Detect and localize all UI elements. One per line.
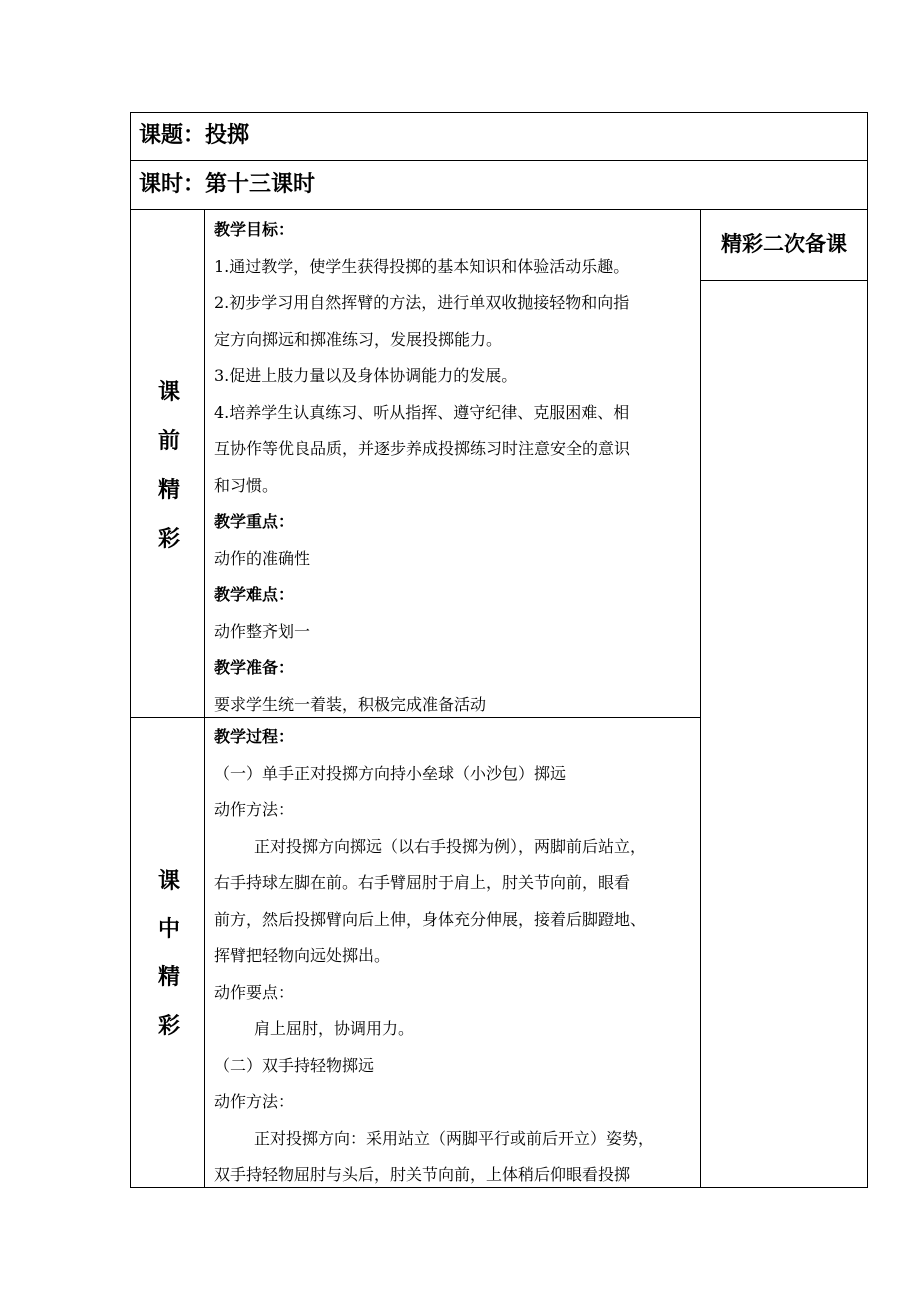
part1-method-line: 正对投掷方向掷远（以右手投掷为例），两脚前后站立， xyxy=(254,836,647,856)
objective-line: 互协作等优良品质，并逐步养成投掷练习时注意安全的意识 xyxy=(214,439,631,458)
topic-title: 课题：投掷 xyxy=(139,123,250,148)
lesson-title: 课时：第十三课时 xyxy=(139,172,316,197)
part2-title: （二）双手持轻物掷远 xyxy=(214,1055,375,1075)
key-text: 动作的准确性 xyxy=(214,548,311,568)
table-border-right xyxy=(867,112,868,1188)
table-border-left xyxy=(130,112,131,1188)
pre-class-label-3: 精 xyxy=(157,478,180,503)
difficulty-text: 动作整齐划一 xyxy=(214,621,311,641)
in-class-label-1: 课 xyxy=(157,869,180,894)
objective-line: 3.促进上肢力量以及身体协调能力的发展。 xyxy=(214,366,518,385)
prep-text: 要求学生统一着装，积极完成准备活动 xyxy=(214,694,487,714)
part2-method-line: 正对投掷方向：采用站立（两脚平行或前后开立）姿势， xyxy=(254,1128,655,1148)
difficulty-heading: 教学难点： xyxy=(214,585,295,604)
in-class-label-4: 彩 xyxy=(157,1014,180,1039)
part2-method-line: 双手持轻物屈肘与头后，肘关节向前，上体稍后仰眼看投掷 xyxy=(214,1165,631,1184)
label-column-divider xyxy=(204,209,205,1188)
objective-line: 定方向掷远和掷准练习，发展投掷能力。 xyxy=(214,329,503,349)
part1-title: （一）单手正对投掷方向持小垒球（小沙包）掷远 xyxy=(214,763,567,783)
pre-class-content xyxy=(214,212,694,723)
table-divider-1 xyxy=(130,160,868,161)
pre-class-label-2: 前 xyxy=(157,429,180,454)
in-class-content xyxy=(214,719,694,1194)
in-class-label-3: 精 xyxy=(157,965,180,990)
objectives-heading: 教学目标： xyxy=(214,220,295,239)
table-border-top xyxy=(130,112,868,113)
right-column-divider xyxy=(700,209,701,1188)
part1-method-line: 右手持球左脚在前。右手臂屈肘于肩上，肘关节向前，眼看 xyxy=(214,873,631,892)
prep-heading: 教学准备： xyxy=(214,658,295,677)
part1-method-line: 前方，然后投掷臂向后上伸，身体充分伸展，接着后脚蹬地、 xyxy=(214,909,647,929)
key-heading: 教学重点： xyxy=(214,512,295,531)
objective-line: 4.培养学生认真练习、听从指挥、遵守纪律、克服困难、相 xyxy=(214,402,630,422)
process-heading: 教学过程： xyxy=(214,727,295,746)
in-class-label-2: 中 xyxy=(157,917,180,942)
part1-points-label: 动作要点： xyxy=(214,982,295,1002)
part1-method-line: 挥臂把轻物向远处掷出。 xyxy=(214,946,391,965)
part1-method-label: 动作方法： xyxy=(214,800,295,819)
pre-class-label-4: 彩 xyxy=(157,527,180,552)
part2-method-label: 动作方法： xyxy=(214,1092,295,1111)
objective-line: 1.通过教学，使学生获得投掷的基本知识和体验活动乐趣。 xyxy=(214,256,630,276)
objective-line: 2.初步学习用自然挥臂的方法，进行单双收抛接轻物和向指 xyxy=(214,293,630,312)
right-head-divider xyxy=(701,280,868,281)
table-divider-2 xyxy=(130,209,868,210)
part1-points-text: 肩上屈肘，协调用力。 xyxy=(254,1019,415,1038)
objective-line: 和习惯。 xyxy=(214,475,279,495)
pre-class-label-1: 课 xyxy=(157,380,180,405)
second-prep-title: 精彩二次备课 xyxy=(721,232,847,256)
